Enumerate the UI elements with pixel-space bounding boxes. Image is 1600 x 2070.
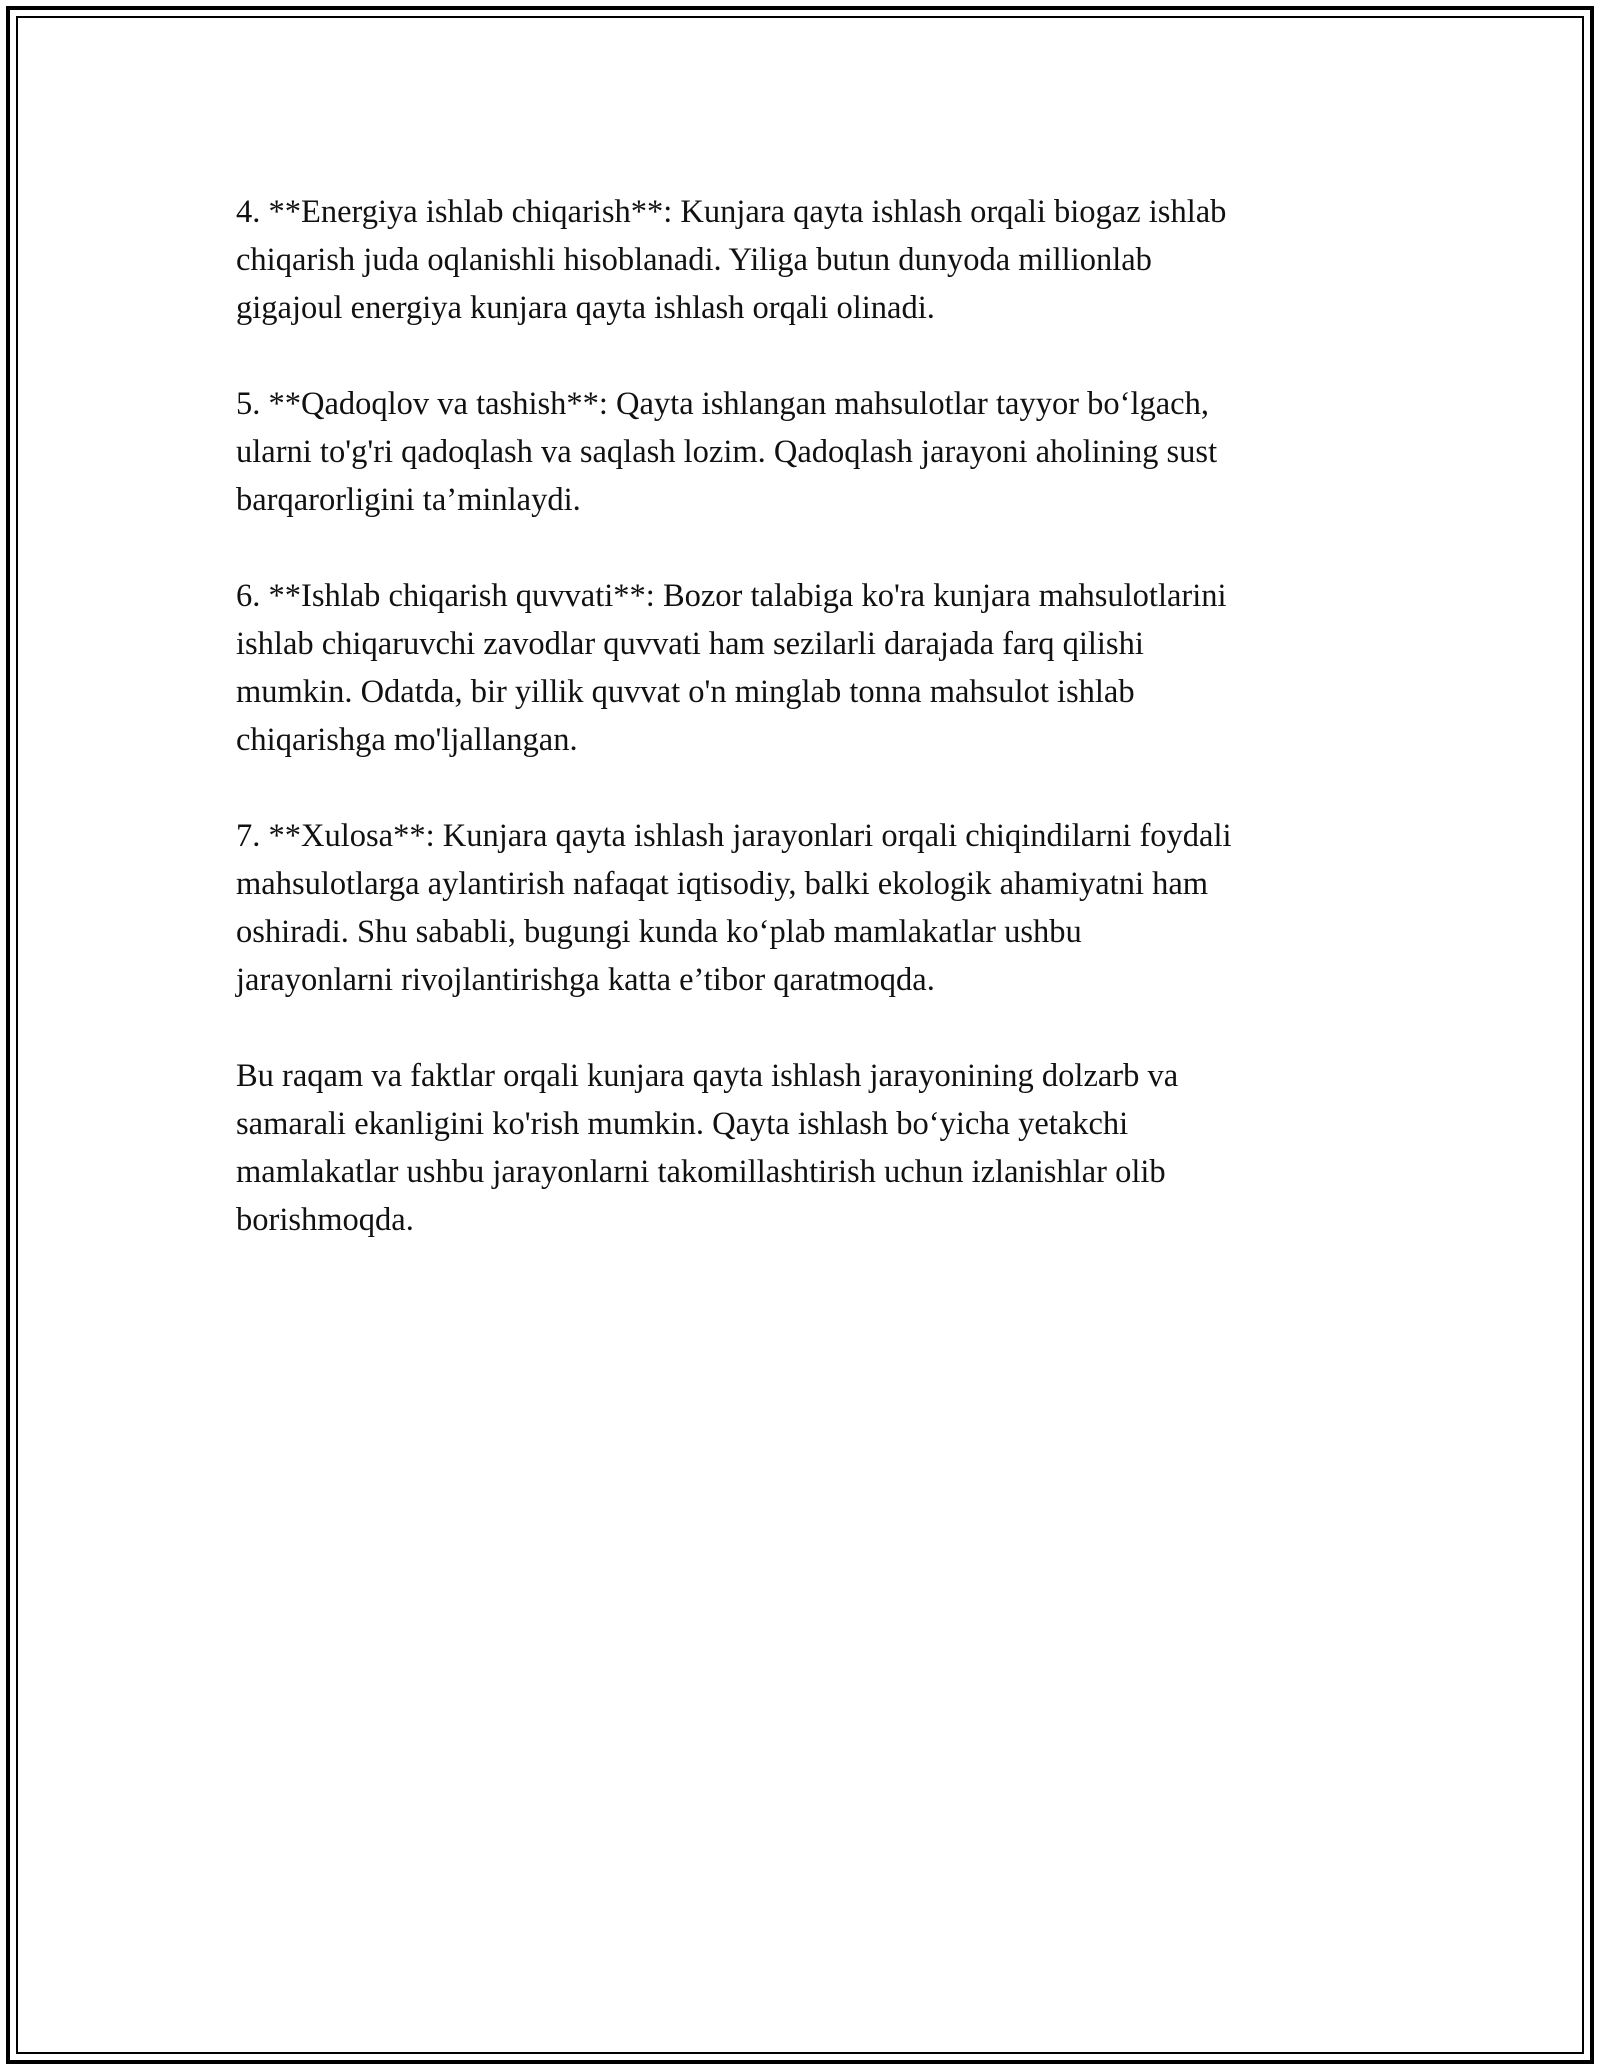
text-line: jarayonlarni rivojlantirishga katta e’tibor qaratmoqda. bbox=[236, 962, 935, 998]
document-body bbox=[236, 188, 1376, 1292]
text-line: mahsulotlarga aylantirish nafaqat iqtisodiy, balki ekologik ahamiyatni ham bbox=[236, 866, 1209, 902]
text-line: ishlab chiqaruvchi zavodlar quvvati ham sezilarli darajada farq qilishi bbox=[236, 626, 1144, 662]
text-line: mamlakatlar ushbu jarayonlarni takomillashtirish uchun izlanishlar olib bbox=[236, 1154, 1166, 1190]
paragraph-packaging-transport bbox=[236, 380, 1376, 524]
text-line: 4. **Energiya ishlab chiqarish**: Kunjara qayta ishlash orqali biogaz ishlab bbox=[236, 194, 1227, 230]
text-line: Bu raqam va faktlar orqali kunjara qayta ishlash jarayonining dolzarb va bbox=[236, 1058, 1179, 1094]
text-line: chiqarishga mo'ljallangan. bbox=[236, 722, 578, 758]
text-line: borishmoqda. bbox=[236, 1202, 414, 1238]
text-line: oshiradi. Shu sababli, bugungi kunda ko‘plab mamlakatlar ushbu bbox=[236, 914, 1082, 950]
paragraph-energy-production bbox=[236, 188, 1376, 332]
text-line: chiqarish juda oqlanishli hisoblanadi. Yiliga butun dunyoda millionlab bbox=[236, 242, 1152, 278]
paragraph-closing-summary bbox=[236, 1052, 1376, 1244]
text-line: mumkin. Odatda, bir yillik quvvat o'n minglab tonna mahsulot ishlab bbox=[236, 674, 1135, 710]
text-line: ularni to'g'ri qadoqlash va saqlash lozim. Qadoqlash jarayoni aholining sust bbox=[236, 434, 1218, 470]
paragraph-production-capacity bbox=[236, 572, 1376, 764]
paragraph-conclusion bbox=[236, 812, 1376, 1004]
text-line: barqarorligini ta’minlaydi. bbox=[236, 482, 581, 518]
text-line: samarali ekanligini ko'rish mumkin. Qayta ishlash bo‘yicha yetakchi bbox=[236, 1106, 1129, 1142]
text-line: 7. **Xulosa**: Kunjara qayta ishlash jarayonlari orqali chiqindilarni foydali bbox=[236, 818, 1232, 854]
text-line: 6. **Ishlab chiqarish quvvati**: Bozor talabiga ko'ra kunjara mahsulotlarini bbox=[236, 578, 1227, 614]
text-line: 5. **Qadoqlov va tashish**: Qayta ishlangan mahsulotlar tayyor bo‘lgach, bbox=[236, 386, 1209, 422]
text-line: gigajoul energiya kunjara qayta ishlash orqali olinadi. bbox=[236, 290, 935, 326]
